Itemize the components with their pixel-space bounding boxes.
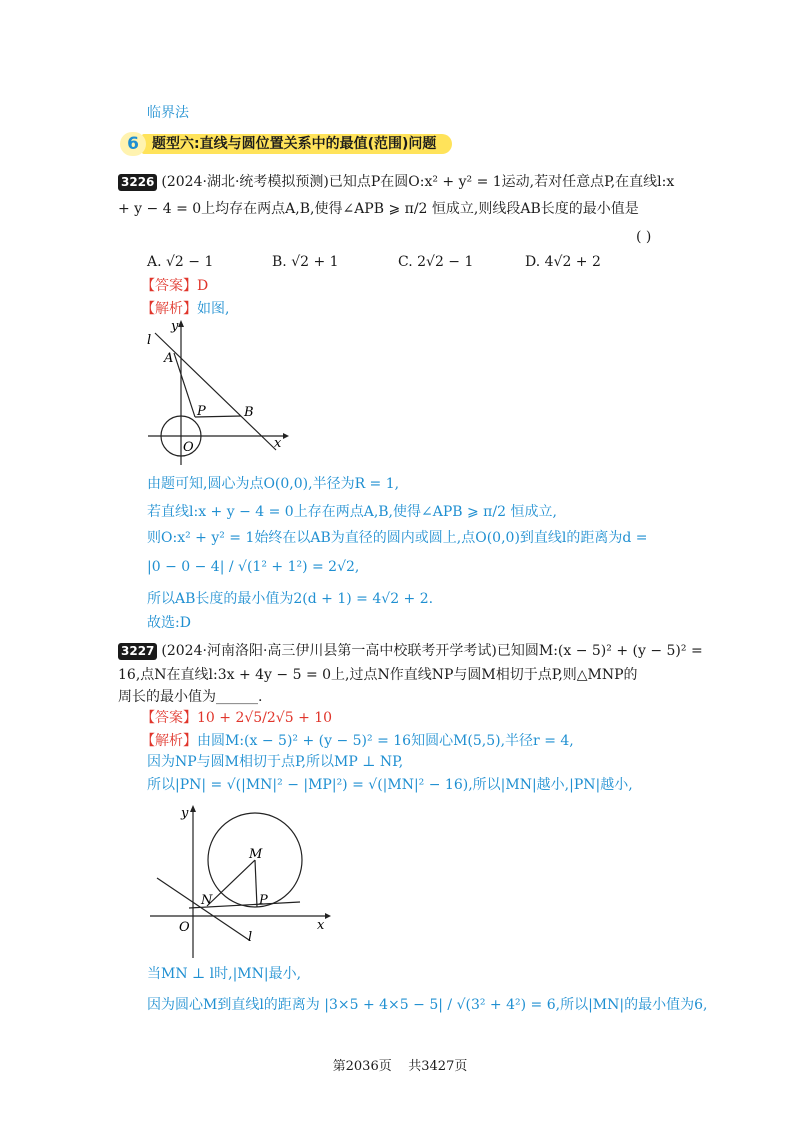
solution-3227-line-2: 所以|PN| = √(|MN|² − |MP|²) = √(|MN|² − 16),所以|MN|越小,|PN|越小, [147, 777, 633, 793]
label-m: M [249, 847, 263, 862]
solution-3227-line-4: 因为圆心M到直线l的距离为 |3×5 + 4×5 − 5| / √(3² + 4²) = 6,所以|MN|的最小值为6, [147, 997, 708, 1013]
section-title: 题型六:直线与圆位置关系中的最值(范围)问题 [152, 136, 437, 152]
question-3227-line3: 周长的最小值为______. [118, 689, 263, 705]
label-o: O [183, 440, 194, 455]
solution-line-4: |0 − 0 − 4| / √(1² + 1²) = 2√2, [147, 559, 360, 575]
section-number: 6 [120, 132, 146, 156]
option-d: D. 4√2 + 2 [525, 254, 601, 270]
segment-mp [255, 860, 257, 907]
label-b: B [244, 405, 254, 420]
y-axis-arrow [178, 320, 184, 327]
analysis-text: 如图, [197, 301, 230, 317]
label-l: l [248, 930, 253, 945]
label-y: y [171, 319, 179, 334]
line-l [157, 878, 249, 940]
question-3227-line1 [118, 641, 703, 661]
answer-value: D [197, 278, 209, 294]
x-axis-arrow [325, 913, 331, 919]
analysis-text: 由圆M:(x − 5)² + (y − 5)² = 16知圆心M(5,5),半径r = 4, [197, 733, 574, 749]
section-banner [120, 132, 452, 156]
option-c: C. 2√2 − 1 [398, 254, 474, 270]
solution-3227-line-3: 当MN ⊥ l时,|MN|最小, [147, 966, 302, 982]
question-number-badge: 3226 [118, 174, 157, 191]
answer-label: 【答案】 [141, 710, 197, 726]
answer-label: 【答案】 [141, 278, 197, 294]
answer-value: 10 + 2√5/2√5 + 10 [197, 710, 333, 726]
figure-tangent [145, 800, 335, 960]
question-text: (2024·河南洛阳·高三伊川县第一高中校联考开学考试)已知圆M:(x − 5)² + (y − 5)² = [161, 643, 703, 659]
analysis-label: 【解析】 [141, 733, 197, 749]
segment-pa [174, 353, 195, 417]
solution-3227-line-1: 因为NP与圆M相切于点P,所以MP ⊥ NP, [147, 754, 404, 770]
question-number-badge: 3227 [118, 643, 157, 660]
page-number: 第2036页 [332, 1059, 392, 1074]
analysis-label: 【解析】 [141, 301, 197, 317]
solution-line-1: 由题可知,圆心为点O(0,0),半径为R = 1, [147, 476, 400, 492]
label-n: N [201, 893, 213, 908]
page-footer [0, 1055, 800, 1074]
question-3226-line1 [118, 172, 674, 192]
option-b: B. √2 + 1 [272, 254, 339, 270]
solution-line-5: 所以AB长度的最小值为2(d + 1) = 4√2 + 2. [147, 591, 434, 607]
figure-circle-line [140, 315, 290, 470]
y-axis-arrow [190, 805, 196, 812]
label-x: x [317, 918, 325, 933]
answer-line [141, 276, 208, 296]
label-y: y [181, 806, 189, 821]
analysis-line-3227 [141, 731, 574, 751]
solution-line-3: 则O:x² + y² = 1始终在以AB为直径的圆内或圆上,点O(0,0)到直线l的距离为d = [147, 530, 648, 546]
method-label: 临界法 [147, 105, 189, 121]
label-o: O [179, 920, 190, 935]
label-x: x [274, 436, 282, 451]
solution-line-2: 若直线l:x + y − 4 = 0上存在两点A,B,使得∠APB ⩾ π/2 恒成立, [147, 504, 557, 520]
page-total: 共3427页 [408, 1059, 468, 1074]
question-3227-line2: 16,点N在直线l:3x + 4y − 5 = 0上,过点N作直线NP与圆M相切于点P,则△MNP的 [118, 667, 638, 683]
answer-blank-paren: ( ) [636, 229, 652, 245]
x-axis-arrow [283, 433, 289, 439]
answer-line-3227 [141, 708, 332, 728]
label-p: P [197, 404, 206, 419]
label-p: P [259, 893, 268, 908]
question-text: (2024·湖北·统考模拟预测)已知点P在圆O:x² + y² = 1运动,若对任意点P,在直线l:x [161, 174, 675, 190]
question-3226-line2: + y − 4 = 0上均存在两点A,B,使得∠APB ⩾ π/2 恒成立,则线段AB长度的最小值是 [118, 201, 639, 217]
label-l: l [147, 333, 152, 348]
option-a: A. √2 − 1 [147, 254, 214, 270]
solution-line-6: 故选:D [147, 615, 191, 631]
label-a: A [164, 351, 174, 366]
